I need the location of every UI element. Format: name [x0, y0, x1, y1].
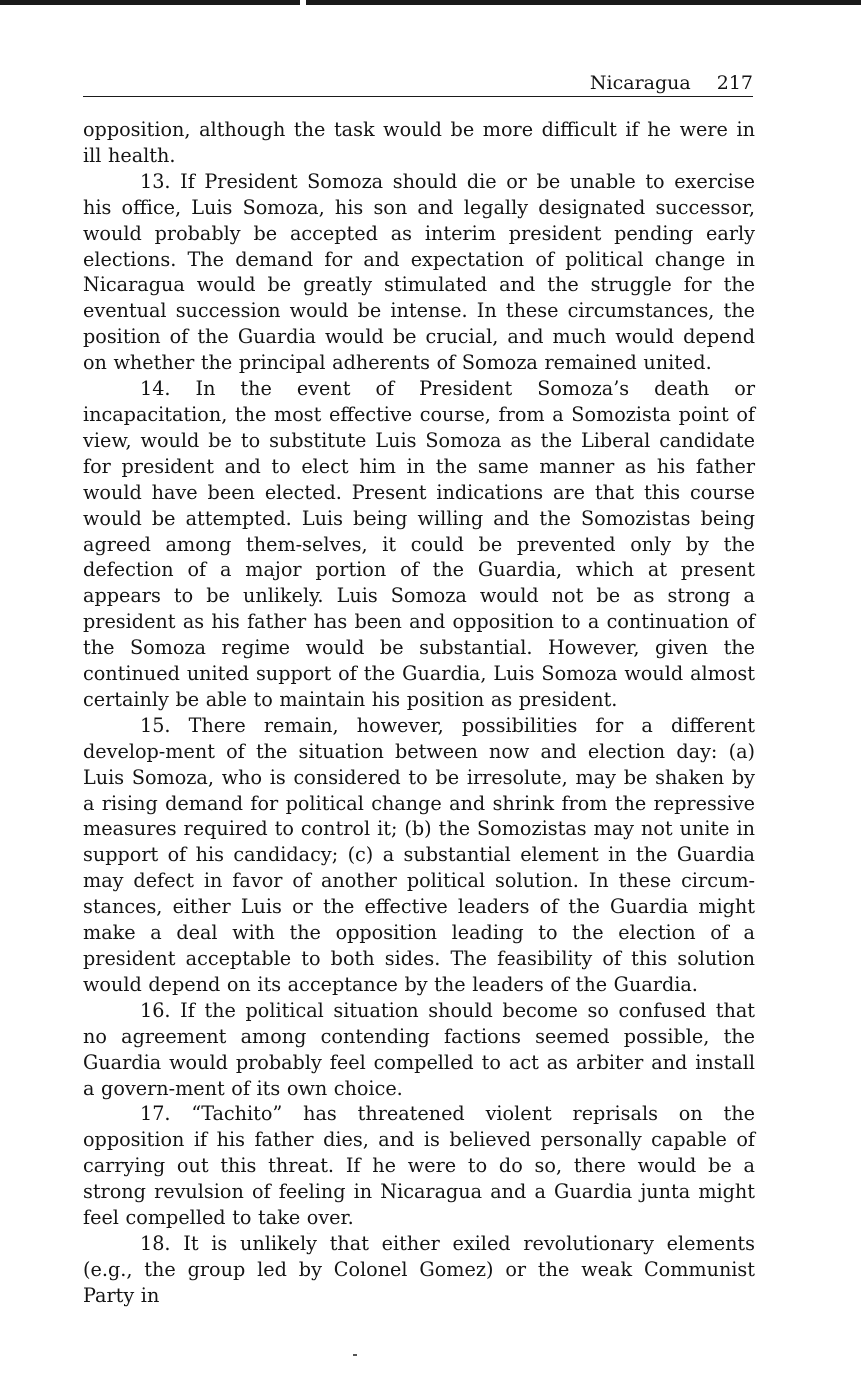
paragraph-16: 16. If the political situation should become so confused that no agreement among contending factions seemed possible, the Guardia would probably feel compelled to act as arbiter and install a govern-ment of its own choice. — [83, 998, 755, 1100]
paragraph-14: 14. In the event of President Somoza’s death or incapacitation, the most effective course, from a Somozista point of view, would be to substitute Luis Somoza as the Liberal candidate for president and to elect him in the same manner as his father would have been elected. Present indications are that this course would be attempted. Luis being willing and the Somozistas being agreed among them-selves, it could be prevented only by the defection of a major portion of the Guardia, which at present appears to be unlikely. Luis Somoza would not be as strong a president as his father has been and opposition to a continuation of the Somoza regime would be substantial. However, given the continued united support of the Guardia, Luis Somoza would almost certainly be able to maintain his position as president. — [83, 377, 755, 711]
running-header-title: Nicaragua — [589, 72, 691, 94]
body-text — [83, 117, 755, 1309]
stray-mark — [353, 1354, 357, 1356]
top-border-rule — [0, 0, 861, 5]
running-header — [83, 70, 753, 97]
page-number: 217 — [716, 72, 753, 94]
paragraph-18: 18. It is unlikely that either exiled revolutionary elements (e.g., the group led by Colonel Gomez) or the weak Communist Party in — [83, 1231, 755, 1307]
paragraph-15: 15. There remain, however, possibilities for a different develop-ment of the situation between now and election day: (a) Luis Somoza, who is considered to be irresolute, may be shaken by a rising demand for political change and shrink from the repressive measures required to control it; (b) the Somozistas may not unite in support of his candidacy; (c) a substantial element in the Guardia may defect in favor of another political solution. In these circum-stances, either Luis or the effective leaders of the Guardia might make a deal with the opposition leading to the election of a president acceptable to both sides. The feasibility of this solution would depend on its acceptance by the leaders of the Guardia. — [83, 713, 755, 996]
paragraph-17: 17. “Tachito” has threatened violent reprisals on the opposition if his father dies, and is believed personally capable of carrying out this threat. If he were to do so, there would be a strong revulsion of feeling in Nicaragua and a Guardia junta might feel compelled to take over. — [83, 1102, 755, 1230]
paragraph-continuation: opposition, although the task would be more difficult if he were in ill health. — [83, 118, 755, 167]
paragraph-13: 13. If President Somoza should die or be unable to exercise his office, Luis Somoza, his son and legally designated successor, would probably be accepted as interim president pending early elections. The demand for and expectation of political change in Nicaragua would be greatly stimulated and the struggle for the eventual succession would be intense. In these circumstances, the position of the Guardia would be crucial, and much would depend on whether the principal adherents of Somoza remained united. — [83, 169, 755, 375]
